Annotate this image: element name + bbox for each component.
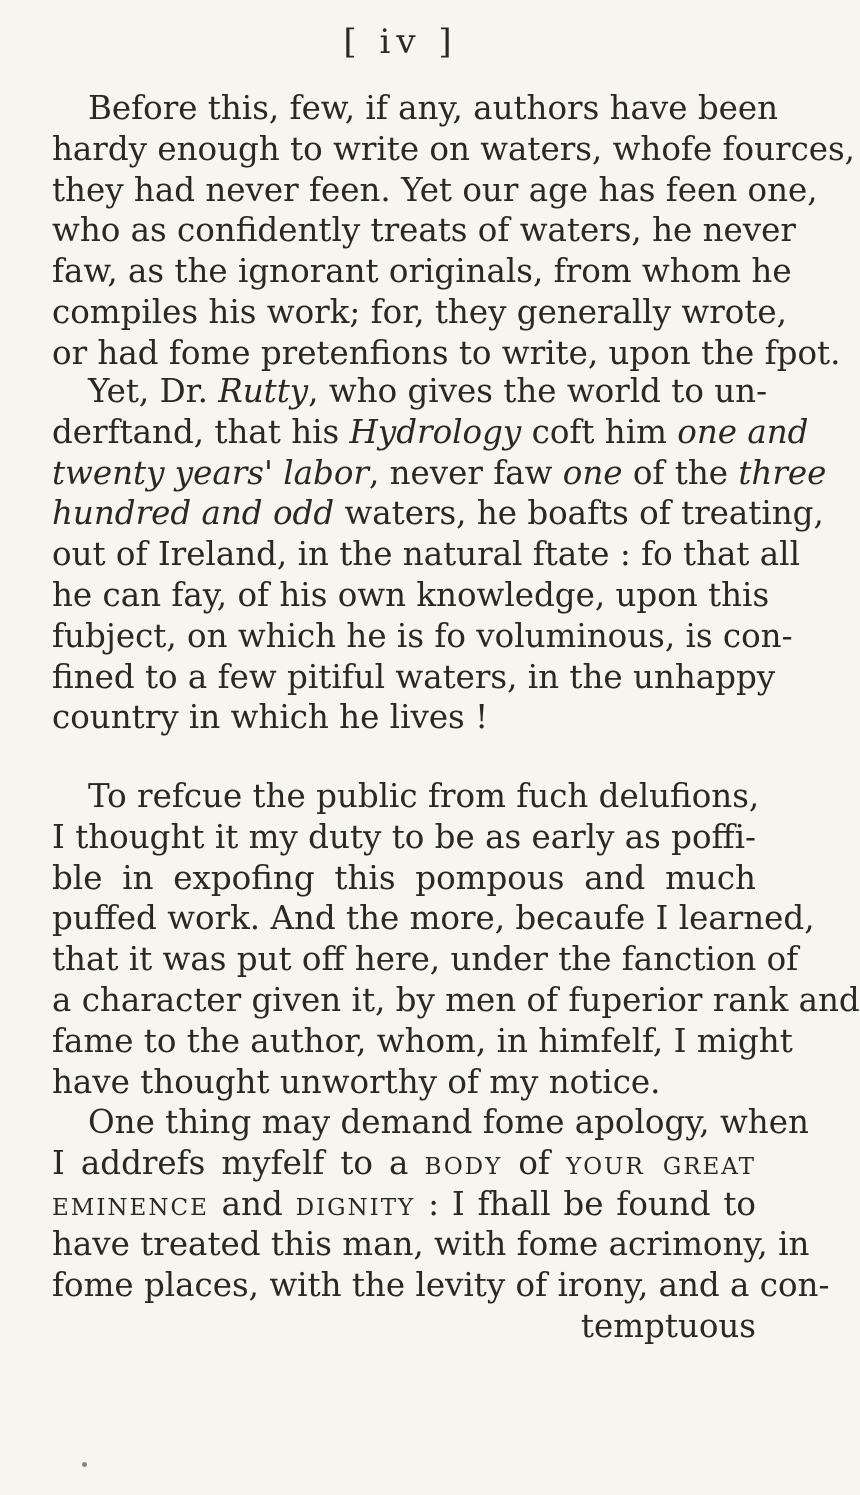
text-line: puffed work. And the more, becaufe I learned, — [52, 899, 815, 938]
text-line — [52, 1143, 756, 1184]
text-run: I addrefs myfelf to a — [52, 1143, 425, 1182]
paragraph-3 — [52, 776, 860, 1102]
text-line: ble in expofing this pompous and much — [52, 858, 756, 897]
text-line: I thought it my duty to be as early as poffi- — [52, 817, 756, 856]
text-run: and — [208, 1184, 296, 1223]
text-run: , never faw — [368, 453, 563, 492]
small-caps-phrase: dignity — [295, 1184, 416, 1223]
page-number: [ iv ] — [343, 22, 458, 62]
text-line — [52, 493, 824, 534]
italic-name: Rutty — [218, 372, 309, 410]
text-line: Before this, few, if any, authors have been — [88, 89, 779, 127]
text-run: Yet, Dr. — [88, 372, 219, 410]
text-line — [52, 453, 827, 494]
italic-phrase: one — [562, 453, 623, 492]
text-line: a character given it, by men of fuperior rank and — [52, 980, 860, 1019]
text-line: or had fome pretenfions to write, upon the fpot. — [52, 333, 841, 372]
text-line: that it was put off here, under the fanction of — [52, 940, 799, 979]
catchword: temptuous — [580, 1306, 756, 1345]
italic-phrase: one and — [677, 412, 809, 451]
text-line: To refcue the public from fuch delufions, — [88, 777, 760, 815]
text-run: of — [502, 1143, 567, 1182]
text-line: have treated this man, with fome acrimony, in — [52, 1225, 810, 1264]
text-line: fame to the author, whom, in himfelf, I might — [52, 1021, 793, 1060]
text-run: derftand, that his — [52, 412, 350, 451]
small-caps-phrase: your great — [566, 1143, 756, 1182]
paragraph-4 — [52, 1102, 830, 1347]
paragraph-2 — [52, 371, 827, 738]
italic-phrase: three — [738, 453, 827, 492]
italic-title: Hydrology — [349, 412, 522, 451]
small-caps-phrase: body — [424, 1143, 503, 1182]
text-run: waters, he boafts of treating, — [334, 494, 824, 533]
text-line: fined to a few pitiful waters, in the unhappy — [52, 657, 776, 696]
text-run: : I fhall be found to — [415, 1184, 756, 1223]
text-line: faw, as the ignorant originals, from whom he — [52, 252, 792, 291]
text-line: fubject, on which he is fo voluminous, is con- — [52, 616, 793, 655]
text-line — [52, 371, 768, 412]
text-line: One thing may demand fome apology, when — [88, 1103, 809, 1141]
paragraph-1 — [52, 88, 856, 374]
text-run: coft him — [521, 412, 678, 451]
ink-speck — [82, 1462, 87, 1467]
text-line: who as confidently treats of waters, he never — [52, 211, 796, 250]
text-line: they had never feen. Yet our age has feen one, — [52, 170, 818, 209]
text-line: he can fay, of his own knowledge, upon this — [52, 575, 770, 614]
small-caps-phrase: eminence — [52, 1184, 209, 1223]
text-line: country in which he lives ! — [52, 698, 489, 737]
text-line — [52, 412, 809, 453]
text-run: of the — [622, 453, 739, 492]
text-line — [52, 1184, 756, 1225]
italic-phrase: hundred and odd — [52, 494, 335, 533]
italic-phrase: twenty years' labor — [52, 453, 369, 492]
text-line: compiles his work; for, they generally wrote, — [52, 292, 787, 331]
text-run: , who gives the world to un- — [308, 372, 768, 410]
text-line: fome places, with the levity of irony, and a con- — [52, 1266, 830, 1305]
text-line: hardy enough to write on waters, whofe fources, — [52, 129, 856, 168]
text-line: out of Ireland, in the natural ftate : fo that all — [52, 535, 800, 574]
text-line: have thought unworthy of my notice. — [52, 1062, 661, 1101]
